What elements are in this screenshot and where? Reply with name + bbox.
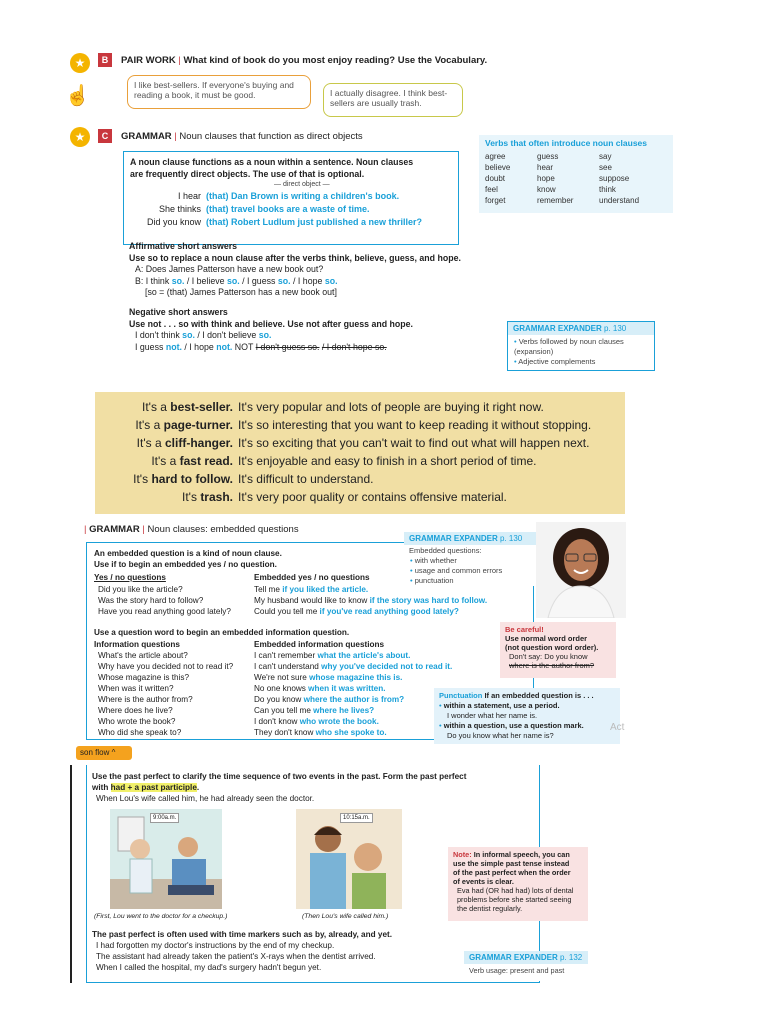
rule-3: Use a question word to begin an embedded information question.: [94, 628, 350, 637]
verbs-table: [479, 135, 673, 213]
info-row: Why have you decided not to read it? I can't understand why you've decided not to read it.: [98, 662, 453, 671]
grammar-heading: GRAMMAR | Noun clauses that function as direct objects: [121, 131, 363, 142]
example-row: She thinks (that) travel books are a waste of time.: [158, 204, 370, 214]
col-emb-info-heading: Embedded information questions: [254, 640, 385, 649]
direct-object-label: — direct object —: [274, 181, 330, 188]
woman-photo: [536, 522, 626, 618]
speech-bubble-1: I like best-sellers. If everyone's buying and reading a book, it must be good.: [127, 75, 311, 109]
markers-example-3: When I called the hospital, my dad's surgery hadn't begun yet.: [96, 963, 322, 972]
negative-short-answers: [129, 307, 569, 353]
grammar-section-past-perfect: [70, 765, 590, 983]
vocab-row: It's a page-turner. It's so interesting that you want to keep reading it without stopping.: [135, 418, 592, 432]
example-row: I hear (that) Dan Brown is writing a children's book.: [177, 191, 400, 201]
punctuation-note: Punctuation If an embedded question is . . . • within a statement, use a period. I wonder what her name is. • within a question, use a question mark. Do you know what her name is?: [434, 688, 620, 744]
expander-list: • with whether • usage and common errors • punctuation: [404, 556, 536, 588]
vocabulary-panel: [95, 392, 625, 514]
grammar-section-embedded-questions: [78, 520, 628, 745]
example-row: Did you know (that) Robert Ludlum just published a new thriller?: [146, 217, 422, 227]
markers-example-2: The assistant had already taken the patient's X-rays when the dentist arrived.: [96, 952, 376, 961]
star-icon: ★: [70, 127, 90, 147]
doctor-checkup-illustration: [110, 809, 222, 909]
yn-row: Was the story hard to follow? My husband would like to know if the story was hard to follow.: [98, 596, 488, 605]
markers-rule: The past perfect is often used with time markers such as by, already, and yet.: [92, 930, 393, 939]
phone-call-illustration: [296, 809, 402, 909]
info-row: Whose magazine is this? We're not sure whose magazine this is.: [98, 673, 403, 682]
affirmative-short-answers: [129, 241, 529, 299]
pair-work-heading: PAIR WORK | What kind of book do you most enjoy reading? Use the Vocabulary.: [121, 55, 488, 66]
vocab-row: It's a fast read. It's enjoyable and easy to finish in a short period of time.: [151, 454, 537, 468]
neg-example-1: I don't think so. / I don't believe so.: [135, 330, 272, 340]
caption-1: (First, Lou went to the doctor for a checkup.): [94, 913, 228, 920]
exercise-letter-b: B: [98, 53, 112, 67]
activate-watermark: Act: [610, 722, 625, 733]
grammar-expander-header: GRAMMAR EXPANDER p. 132: [464, 951, 588, 964]
col-yn-heading: Yes / no questions: [94, 573, 166, 582]
info-row: Who did she speak to? They don't know who she spoke to.: [98, 728, 387, 737]
chevron-up-icon: ^: [111, 748, 116, 757]
lesson-flow-tab[interactable]: son flow ^: [76, 746, 132, 760]
yn-row: Have you read anything good lately? Could you tell me if you've read anything good lately?: [98, 607, 459, 616]
col-info-heading: Information questions: [94, 640, 180, 649]
grammar-expander-header: GRAMMAR EXPANDER p. 130: [404, 532, 536, 545]
informal-speech-note: Note: In informal speech, you can use the simple past tense instead of the past perfect when the order of events is clear. Eva had (OR had had) lots of dental problems before she started seeing the dentist regularly.: [448, 847, 588, 921]
verbs-grid: agree guess say believe hear see doubt hope suppose feel know think forget remember understand: [485, 152, 640, 205]
markers-example-1: I had forgotten my doctor's instructions by the end of my checkup.: [96, 941, 335, 950]
aff-answer: B: I think so. / I believe so. / I guess so. / I hope so.: [135, 275, 338, 286]
hand-cursor-icon: ☝: [65, 85, 90, 107]
left-border: [70, 765, 72, 983]
expander-list: • Verbs followed by noun clauses (expansion) • Adjective complements: [508, 335, 654, 369]
vocab-row: It's hard to follow. It's difficult to understand.: [133, 472, 374, 486]
grammar2-heading: | GRAMMAR | Noun clauses: embedded questions: [84, 524, 299, 535]
pp-example: When Lou's wife called him, he had already seen the doctor.: [96, 794, 315, 803]
col-emb-yn-heading: Embedded yes / no questions: [254, 573, 370, 582]
be-careful-note: Be careful! Use normal word order (not question word order). Don't say: Do you know where is the author from?: [500, 622, 616, 678]
rule-text-1: A noun clause functions as a noun within a sentence. Noun clauses: [130, 157, 414, 167]
grammar-section-noun-clauses: [65, 35, 705, 385]
speech-bubble-2: I actually disagree. I think best-sellers are usually trash.: [323, 83, 463, 117]
rule-2: Use if to begin an embedded yes / no question.: [94, 560, 277, 569]
neg-heading: Negative short answers: [129, 307, 228, 317]
star-icon: ★: [70, 53, 90, 73]
yn-row: Did you like the article? Tell me if you liked the article.: [98, 585, 369, 594]
grammar-expander-box-3[interactable]: GRAMMAR EXPANDER p. 132 Verb usage: present and past: [464, 951, 588, 981]
info-row: Where does he live? Can you tell me where he lives?: [98, 706, 375, 715]
grammar-expander-box-2[interactable]: GRAMMAR EXPANDER p. 130 Embedded questions: • with whether • usage and common errors • punctuation: [404, 532, 536, 586]
neg-example-2: I guess not. / I hope not. NOT I don't guess so. / I don't hope so.: [135, 341, 387, 352]
vocab-row: It's trash. It's very poor quality or contains offensive material.: [182, 490, 507, 504]
example-list: [124, 190, 454, 229]
verbs-table-title: Verbs that often introduce noun clauses: [485, 138, 647, 148]
rule-1: An embedded question is a kind of noun clause.: [94, 549, 282, 558]
grammar-expander-box[interactable]: [507, 321, 655, 371]
grammar-expander-header: GRAMMAR EXPANDER p. 130: [508, 322, 654, 335]
vocab-row: It's a best-seller. It's very popular and lots of people are buying it right now.: [141, 400, 544, 414]
clock-label-1: 9:00a.m.: [150, 813, 179, 823]
aff-rule: Use so to replace a noun clause after the verbs think, believe, guess, and hope.: [129, 252, 461, 263]
neg-rule: Use not . . . so with think and believe. Use not after guess and hope.: [129, 318, 413, 329]
aff-note: [so = (that) James Patterson has a new book out]: [145, 287, 337, 297]
pp-rule-2: with had + a past participle.: [92, 783, 200, 792]
aff-heading: Affirmative short answers: [129, 241, 238, 251]
rule-text-2: are frequently direct objects. The use of that is optional.: [130, 169, 365, 179]
grammar-rule-box: [123, 151, 459, 245]
caption-2: (Then Lou's wife called him.): [302, 913, 389, 920]
info-row: Who wrote the book? I don't know who wrote the book.: [98, 717, 379, 726]
info-row: What's the article about? I can't remember what the article's about.: [98, 651, 411, 660]
vocab-row: It's a cliff-hanger. It's so exciting that you can't wait to find out what will happen next.: [136, 436, 590, 450]
info-row: Where is the author from? Do you know where the author is from?: [98, 695, 405, 704]
exercise-letter-c: C: [98, 129, 112, 143]
clock-label-2: 10:15a.m.: [340, 813, 373, 823]
aff-question: A: Does James Patterson have a new book out?: [135, 264, 324, 274]
info-row: When was it written? No one knows when it was written.: [98, 684, 386, 693]
yn-examples: [98, 584, 534, 617]
vocab-list: [95, 398, 625, 508]
pp-rule-1: Use the past perfect to clarify the time sequence of two events in the past. Form the past perfect: [92, 772, 467, 781]
